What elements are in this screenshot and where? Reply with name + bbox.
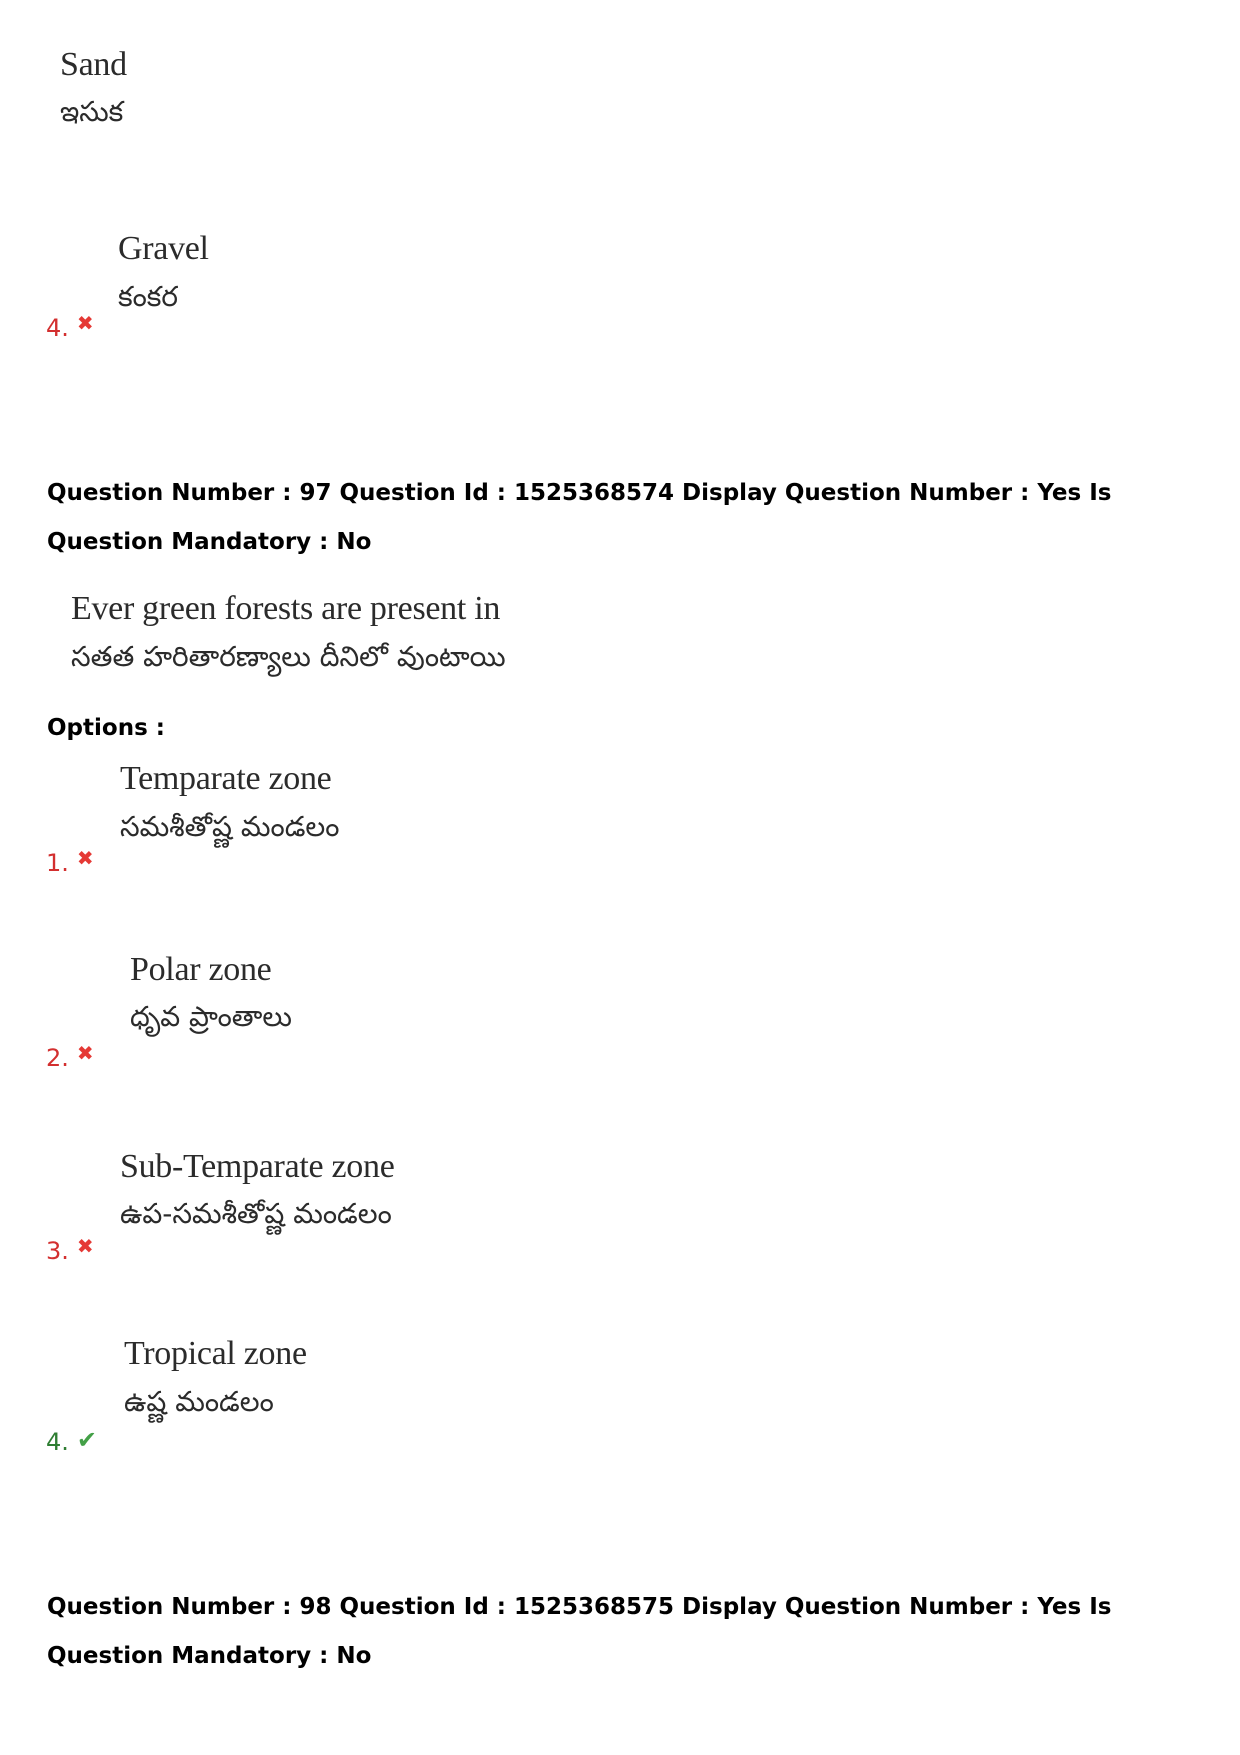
options-label: Options : [47,715,165,741]
prev-option-3-english: Sand [60,46,127,83]
option-1-telugu: సమశీతోష్ణ మండలం [120,810,340,843]
cross-icon: ✖ [76,1041,94,1065]
option-4-label [46,1428,97,1454]
option-number: 1. [46,849,69,877]
question-97-header: Question Number : 97 Question Id : 1525368574 Display Question Number : Yes Is Question Mandatory : No [47,480,1112,555]
option-2-telugu: ధృవ ప్రాంతాలు [130,1000,292,1033]
option-3-telugu: ఉప-సమశీతోష్ణ మండలం [120,1197,392,1230]
option-number: 3. [46,1237,69,1265]
option-number: 4. [46,1428,69,1456]
cross-icon: ✖ [76,1234,94,1258]
option-1-english: Temparate zone [120,760,332,797]
option-3-english: Sub-Temparate zone [120,1148,395,1185]
prev-option-4-label [46,313,94,340]
cross-icon: ✖ [76,311,94,335]
option-2-label [46,1043,94,1070]
option-number: 2. [46,1044,69,1072]
option-2-english: Polar zone [130,951,272,988]
option-4-english: Tropical zone [124,1335,307,1372]
prev-option-4-telugu: కంకర [118,280,179,313]
prev-option-3-telugu: ఇసుక [60,95,124,128]
option-1-label [46,848,94,875]
option-3-label [46,1236,94,1263]
option-number: 4. [46,314,69,342]
option-4-telugu: ఉష్ణ మండలం [124,1385,274,1418]
check-icon: ✔ [76,1426,98,1454]
question-97-stem-english: Ever green forests are present in [71,590,501,627]
question-98-header: Question Number : 98 Question Id : 1525368575 Display Question Number : Yes Is Question Mandatory : No [47,1594,1112,1669]
prev-option-4-english: Gravel [118,230,209,267]
question-97-stem-telugu: సతత హరితారణ్యాలు దీనిలో వుంటాయి [71,640,506,673]
cross-icon: ✖ [76,846,94,870]
